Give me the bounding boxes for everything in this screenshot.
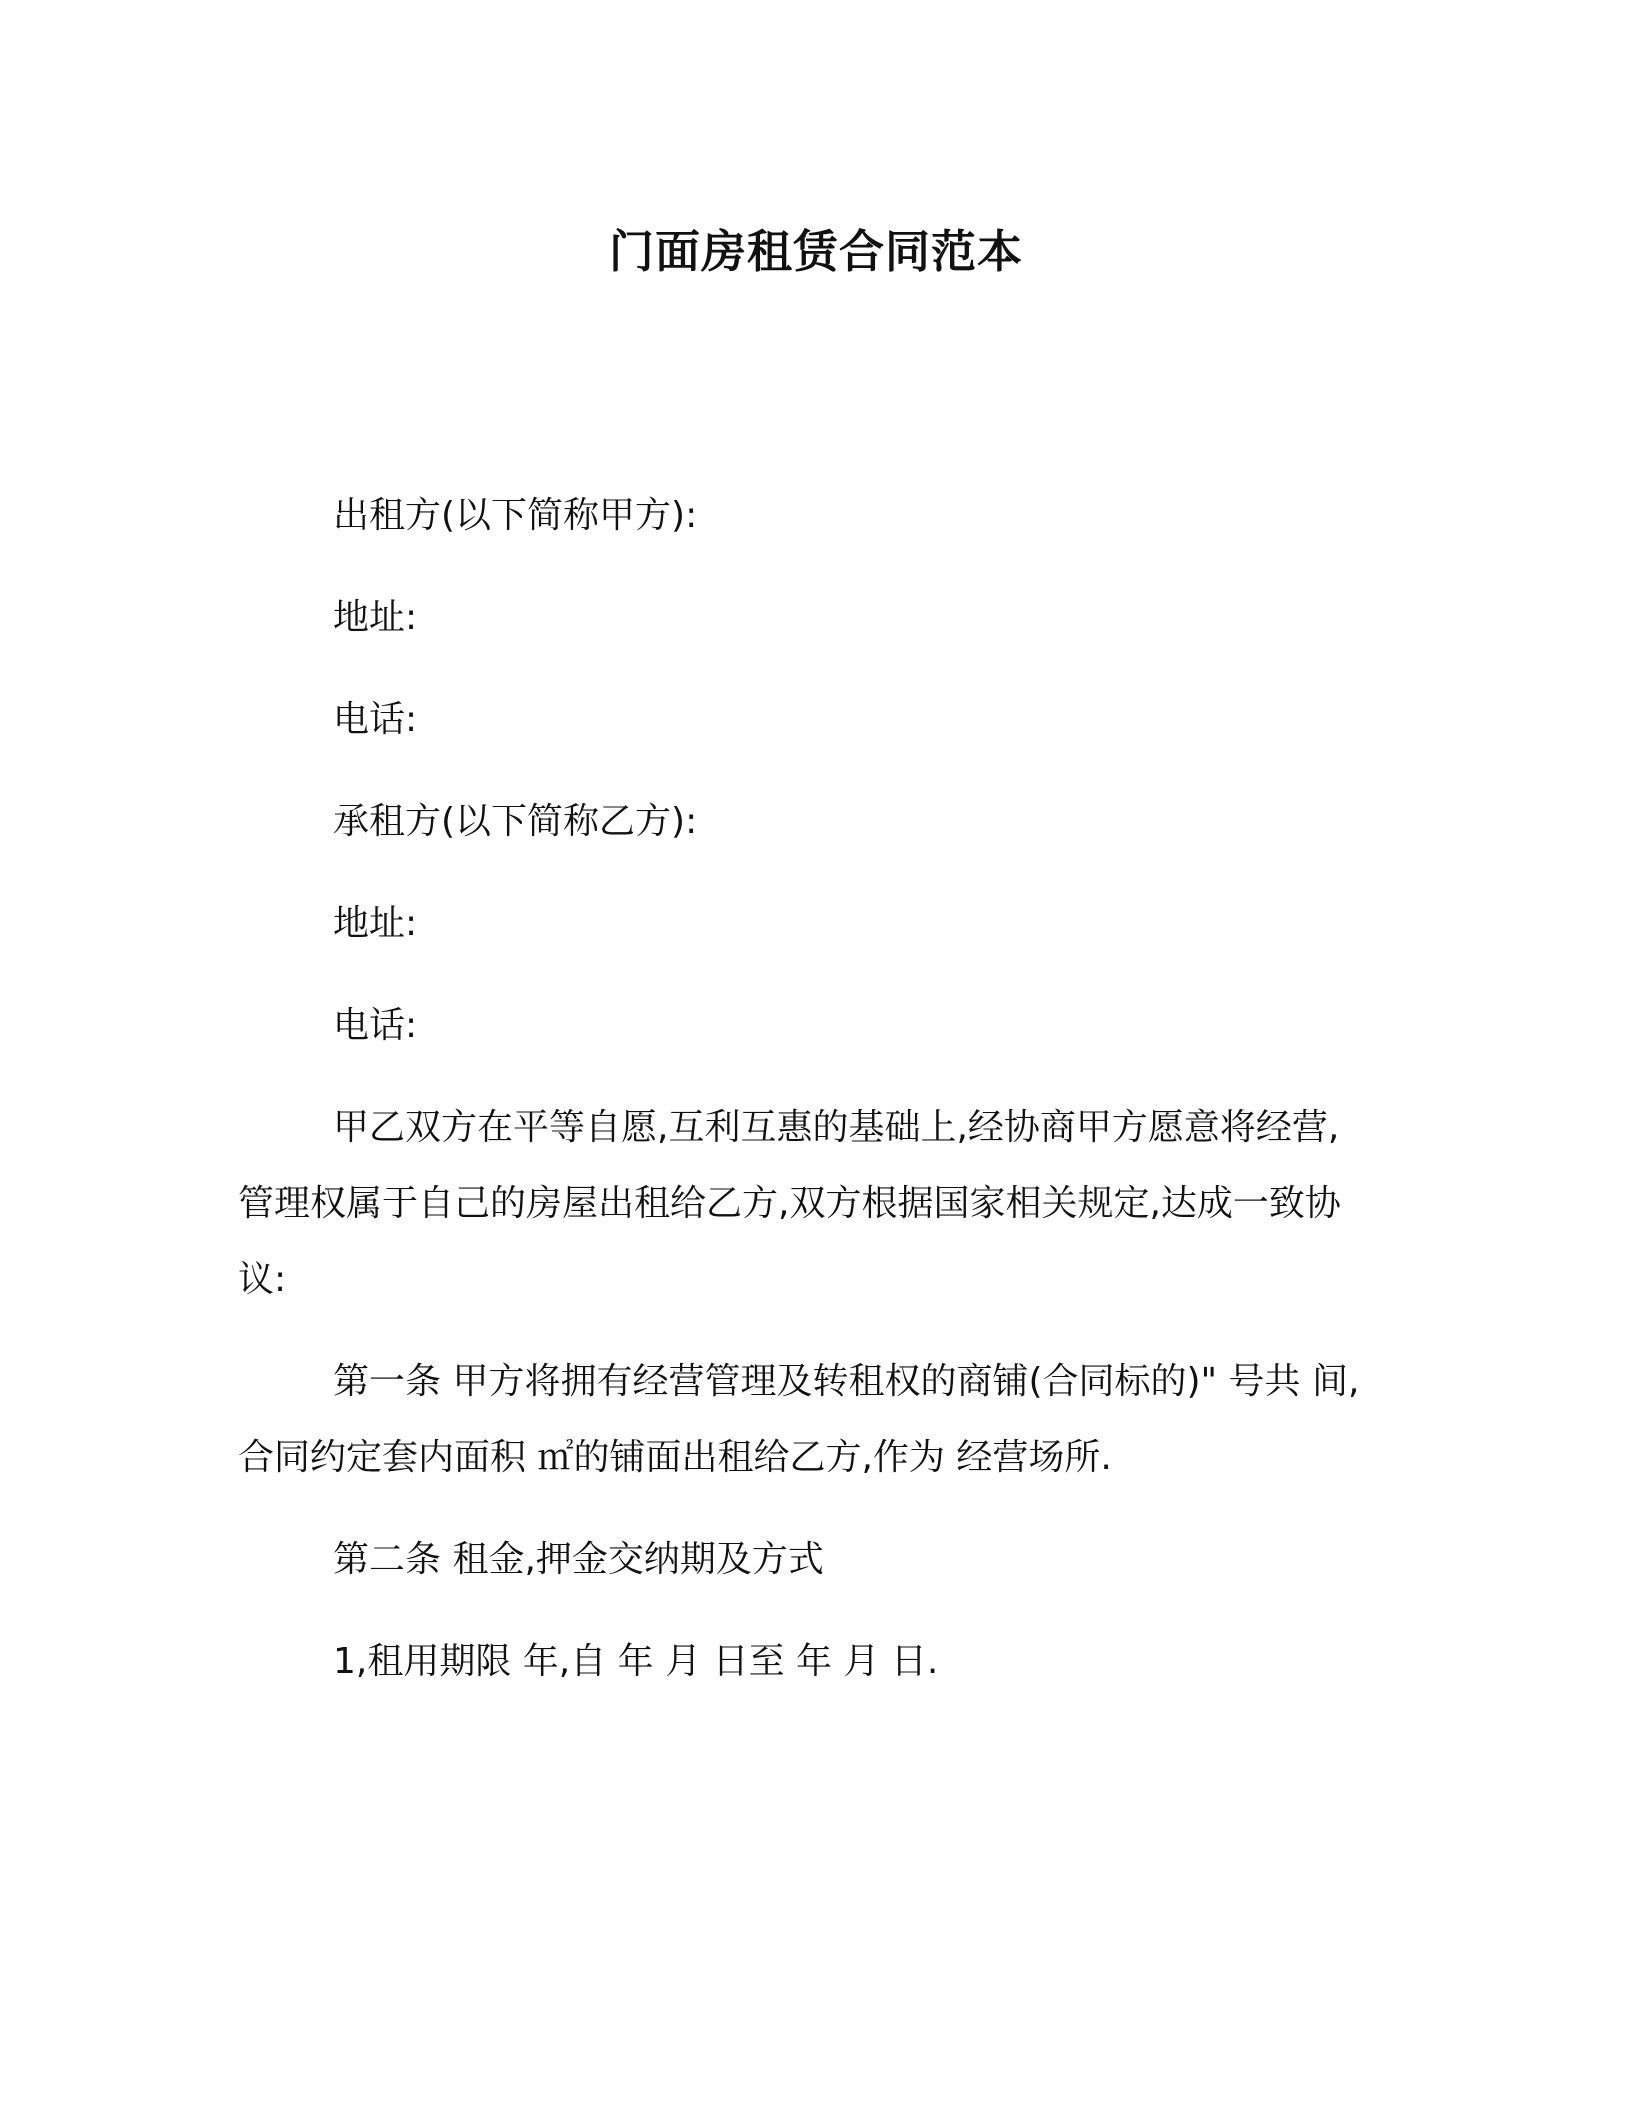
lessee-label: 承租方(以下简称乙方): <box>333 801 698 842</box>
article-1-line-1: 第一条 甲方将拥有经营管理及转租权的商铺(合同标的)" 号共 间, <box>333 1361 1360 1402</box>
lessor-address-label: 地址: <box>333 597 418 638</box>
article-2-heading: 第二条 租金,押金交纳期及方式 <box>333 1539 824 1580</box>
lessee-address-label: 地址: <box>333 903 418 944</box>
preamble-line-2: 管理权属于自己的房屋出租给乙方,双方根据国家相关规定,达成一致协 <box>238 1183 1341 1224</box>
preamble-line-3: 议: <box>238 1259 287 1300</box>
lessee-phone-label: 电话: <box>333 1005 418 1046</box>
article-1-line-2: 合同约定套内面积 ㎡的铺面出租给乙方,作为 经营场所. <box>238 1437 1112 1478</box>
lessor-phone-label: 电话: <box>333 699 418 740</box>
preamble-line-1: 甲乙双方在平等自愿,互利互惠的基础上,经协商甲方愿意将经营, <box>333 1107 1340 1148</box>
document-title: 门面房租赁合同范本 <box>608 225 1023 278</box>
lessor-label: 出租方(以下简称甲方): <box>333 495 698 536</box>
article-2-item-1: 1,租用期限 年,自 年 月 日至 年 月 日. <box>333 1641 939 1682</box>
